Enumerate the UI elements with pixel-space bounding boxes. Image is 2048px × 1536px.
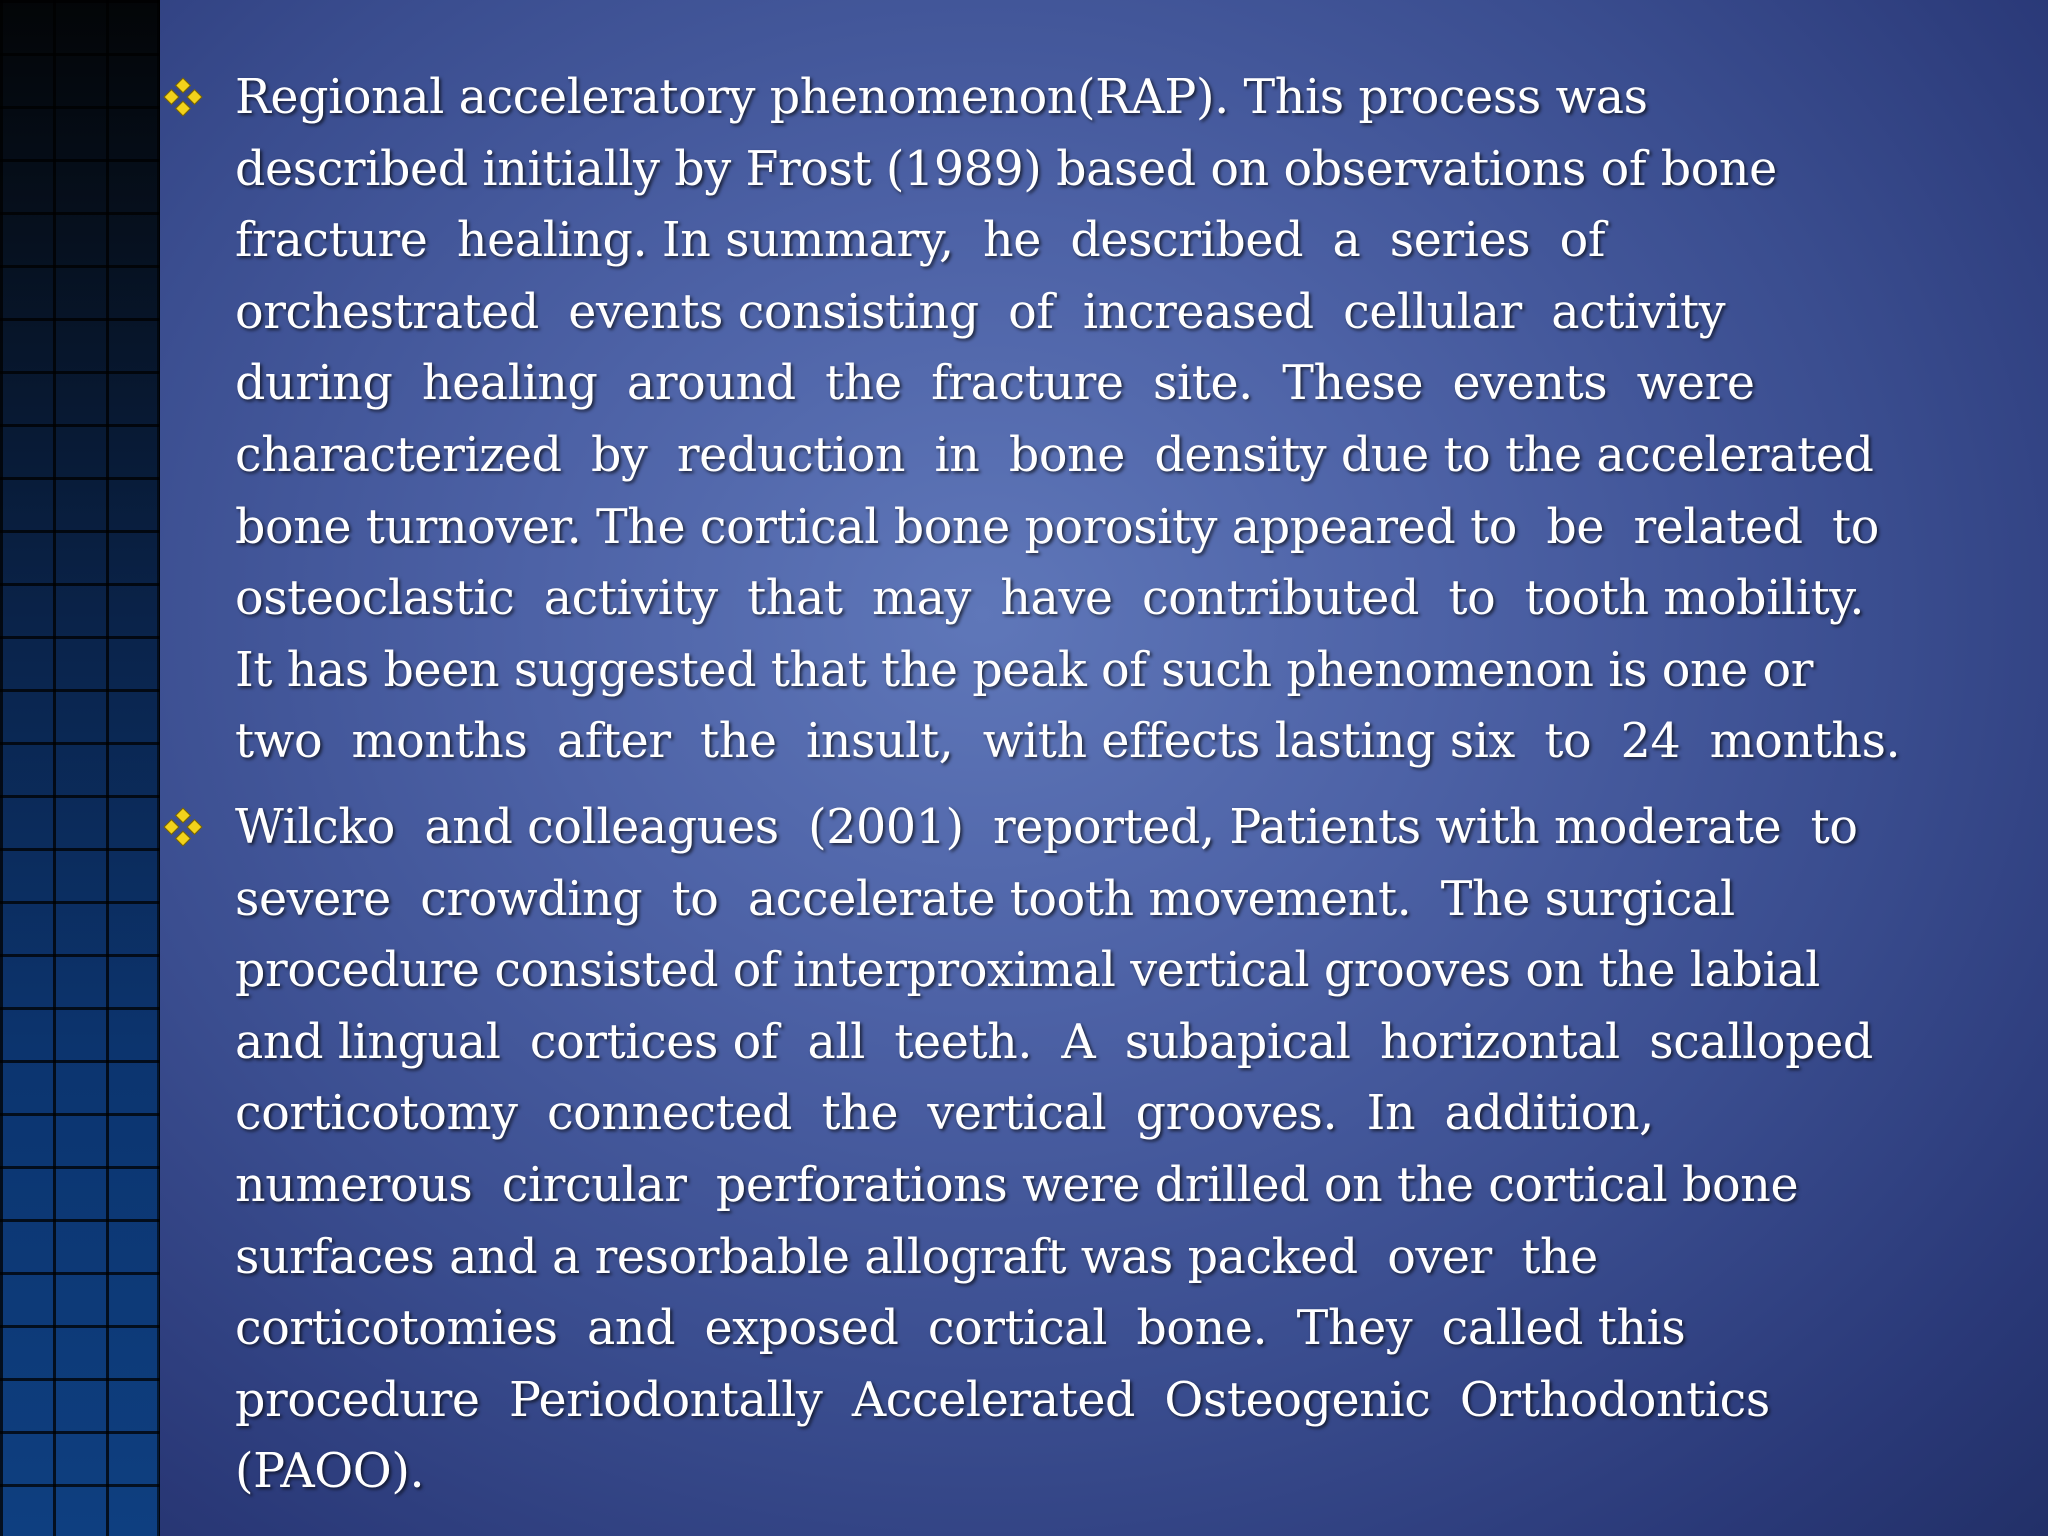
slide-content — [160, 62, 2000, 1522]
text-line: fracture healing. In summary, he described a series of — [235, 213, 1606, 269]
text-line: corticotomy connected the vertical grooves. In addition, — [235, 1086, 1654, 1142]
text-line: corticotomies and exposed cortical bone. They called this — [235, 1301, 1686, 1357]
text-line: numerous circular perforations were drilled on the cortical bone — [235, 1157, 1799, 1213]
text-line: severe crowding to accelerate tooth movement. The surgical — [235, 871, 1735, 927]
bullet-text — [235, 62, 2000, 778]
text-line: procedure consisted of interproximal vertical grooves on the labial — [235, 943, 1820, 999]
bullet-rap — [160, 62, 2000, 778]
text-line: osteoclastic activity that may have contributed to tooth mobility. — [235, 571, 1865, 627]
decorative-grid-strip — [0, 0, 160, 1536]
bullet-text — [235, 792, 2000, 1508]
text-line: described initially by Frost (1989) based on observations of bone — [235, 141, 1777, 197]
bullet-paoo — [160, 792, 2000, 1508]
text-line: Wilcko and colleagues (2001) reported, Patients with moderate to — [235, 799, 1858, 855]
text-line: procedure Periodontally Accelerated Osteogenic Orthodontics — [235, 1372, 1770, 1428]
text-line: (PAOO). — [235, 1444, 425, 1500]
four-diamond-bullet-icon — [162, 76, 204, 118]
text-line: and lingual cortices of all teeth. A subapical horizontal scalloped — [235, 1014, 1873, 1070]
text-line: Regional acceleratory phenomenon(RAP). This process was — [235, 70, 1648, 125]
text-line: bone turnover. The cortical bone porosity appeared to be related to — [235, 499, 1879, 555]
grid-pattern — [0, 0, 160, 1536]
text-line: orchestrated events consisting of increased cellular activity — [235, 284, 1726, 340]
text-line: during healing around the fracture site. These events were — [235, 356, 1755, 412]
text-line: two months after the insult, with effects lasting six to 24 months. — [235, 714, 1901, 770]
text-line: It has been suggested that the peak of such phenomenon is one or — [235, 642, 1814, 698]
text-line: characterized by reduction in bone density due to the accelerated — [235, 427, 1874, 483]
four-diamond-bullet-icon — [162, 806, 204, 848]
text-line: surfaces and a resorbable allograft was packed over the — [235, 1229, 1598, 1285]
